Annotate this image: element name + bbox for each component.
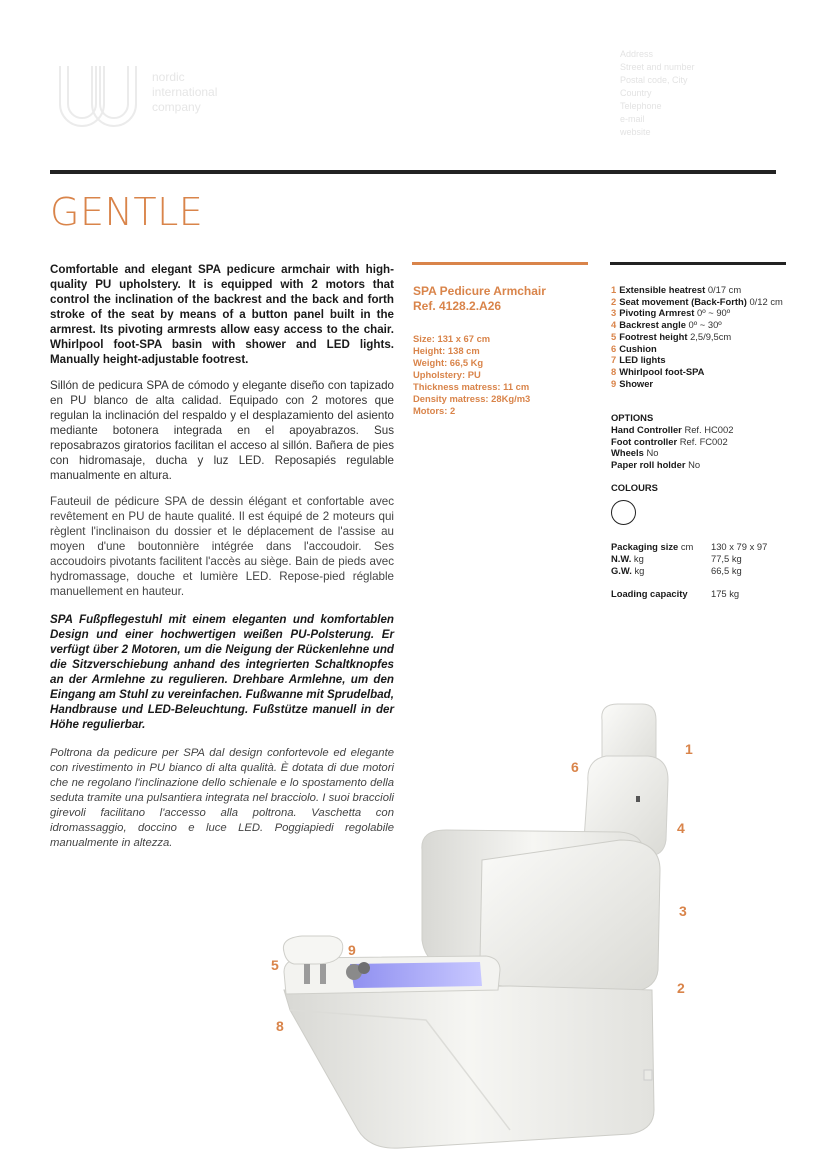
spec-size: Size: 131 x 67 cm xyxy=(413,333,491,344)
option-value: No xyxy=(646,447,659,459)
option-name: Paper roll holder xyxy=(611,459,686,471)
feature-name: Backrest angle xyxy=(619,319,686,331)
feature-number: 5 xyxy=(611,330,617,342)
description-spanish: Sillón de pedicura SPA de cómodo y elegante diseño con tapizado en PU blanco de alta calidad. Equipado con 2 motores que regulan la inclinación del respaldo y el desplazamiento del asiento mediante botonera integrada en el apoyabrazos. Sus reposabrazos giratorios facilitan el acceso al sillón. Bañera de pies con hidromasaje, ducha y luz LED. Reposapiés regulable manualmente en altura. xyxy=(50,379,394,482)
header-divider xyxy=(50,170,776,174)
feature-name: Pivoting Armrest xyxy=(619,307,695,319)
feature-number: 7 xyxy=(611,354,617,366)
option-item xyxy=(611,436,733,448)
description-french: Fauteuil de pédicure SPA de dessin élégant et confortable avec revêtement en PU de haute qualité. Il est équipé de 2 moteurs qui règlent l'inclinaison du dossier et le déplacement de l'assise au moyen d'une boutonnière intégrée dans l'accoudoir. Ses accoudoirs pivotants facilitent l'accès au siège. Bain de pieds avec hydromassage, douche et lumière LED. Repose-pied réglable manuellement en hauteur. xyxy=(50,495,394,598)
net-weight-label xyxy=(611,553,644,565)
feature-value: 0/17 cm xyxy=(707,284,742,295)
loading-name: Loading capacity xyxy=(611,588,688,599)
address-line: Address xyxy=(620,49,654,59)
brand-logo xyxy=(52,60,272,136)
feature-name: Footrest height xyxy=(619,330,688,342)
feature-name: Whirlpool foot-SPA xyxy=(619,365,705,377)
gross-weight-value: 66,5 kg xyxy=(711,565,742,576)
feature-name: Seat movement (Back-Forth) xyxy=(619,295,747,307)
net-weight-value: 77,5 kg xyxy=(711,553,742,564)
spec-upholstery: Upholstery: PU xyxy=(413,369,481,380)
option-name: Hand Controller xyxy=(611,424,682,435)
spec-weight: Weight: 66,5 Kg xyxy=(413,357,484,368)
callout-number: 9 xyxy=(348,942,356,958)
loading-capacity-label xyxy=(611,588,688,600)
feature-item xyxy=(611,378,783,390)
packaging-name: N.W. xyxy=(611,553,632,564)
feature-number: 1 xyxy=(611,284,617,295)
feature-value: 0º ~ 30º xyxy=(688,319,722,331)
feature-name: Shower xyxy=(619,377,654,389)
feature-item xyxy=(611,319,783,331)
feature-number: 3 xyxy=(611,307,617,319)
address-line: Telephone xyxy=(620,101,662,111)
description-italian: Poltrona da pedicure per SPA dal design confortevole ed elegante con rivestimento in PU bianco di alta qualità. È dotata di due motori che ne regolano l'inclinazione dello schienale e lo spostamento della seduta tramite una pulsantiera integrata nel bracciolo. I suoi braccioli girevoli facilitano l'accesso alla poltrona. Vaschetta con idromassaggio, doccino e luce LED. Poggiapiedi regolabile manualmente in altezza. xyxy=(50,747,394,849)
brand-line: nordic xyxy=(152,70,185,84)
feature-name: LED lights xyxy=(619,354,666,366)
address-line: Country xyxy=(620,88,652,98)
feature-number: 8 xyxy=(611,365,617,377)
brand-logo-mark xyxy=(52,60,142,136)
packaging-size-value: 130 x 79 x 97 xyxy=(711,541,768,552)
features-divider xyxy=(610,262,786,265)
address-line: website xyxy=(620,127,651,137)
spec-density: Density matress: 28Kg/m3 xyxy=(413,393,531,404)
feature-value: 2,5/9,5cm xyxy=(690,330,732,342)
packaging-unit: kg xyxy=(633,553,644,564)
brand-name xyxy=(152,70,217,115)
colour-swatch-white xyxy=(611,500,636,525)
option-value: No xyxy=(688,459,701,471)
spec-height: Height: 138 cm xyxy=(413,345,480,356)
gross-weight-label xyxy=(611,565,644,577)
feature-value: 0/12 cm xyxy=(749,295,783,307)
callout-number: 8 xyxy=(276,1018,284,1034)
callout-number: 3 xyxy=(679,903,687,919)
feature-item xyxy=(611,331,783,343)
feature-number: 6 xyxy=(611,342,617,354)
feature-item xyxy=(611,366,783,378)
feature-item xyxy=(611,284,783,296)
page-title: GENTLE xyxy=(50,190,204,234)
pedicure-chair-image xyxy=(250,690,750,1160)
address-line: e-mail xyxy=(620,114,645,124)
loading-capacity-value: 175 kg xyxy=(711,588,740,599)
feature-number: 4 xyxy=(611,319,617,331)
packaging-size-label xyxy=(611,541,693,553)
address-line: Street and number xyxy=(620,62,695,72)
product-divider xyxy=(412,262,588,265)
feature-item xyxy=(611,296,783,308)
feature-number: 2 xyxy=(611,295,617,307)
option-value: Ref. FC002 xyxy=(679,435,728,447)
option-value: Ref. HC002 xyxy=(684,424,734,435)
description-german: SPA Fußpflegestuhl mit einem eleganten und komfortablen Design und einer hochwertigen weißen PU-Polsterung. Er verfügt über 2 Motoren, um die Neigung der Rückenlehne und die Sitzverschiebung anhand des integrierten Schaltknopfes an der Armlehne zu regulieren. Drehbare Armlehne, um den Eingang am Stuhl zu vereinfachen. Fußwanne mit Sprudelbad, Handbrause und LED-Beleuchtung. Fußstütze manuell in der Höhe regulierbar. xyxy=(50,613,394,731)
packaging-name: Packaging size xyxy=(611,541,679,552)
options-list xyxy=(611,424,733,471)
company-address xyxy=(620,48,780,139)
product-specs xyxy=(413,333,530,417)
feature-name: Extensible heatrest xyxy=(619,284,706,295)
description-english: Comfortable and elegant SPA pedicure armchair with high-quality PU upholstery. It is equipped with 2 motors that control the inclination of the backrest and the back and forth stroke of the seat by means of a button panel built in the armrest. Its pivoting armrests allow easy access to the chair. Whirlpool foot-SPA basin with shower and LED lights. Manually height-adjustable footrest. xyxy=(50,263,394,366)
brand-line: company xyxy=(152,100,201,114)
colours-heading: COLOURS xyxy=(611,482,658,493)
callout-number: 6 xyxy=(571,759,579,775)
spec-motors: Motors: 2 xyxy=(413,405,456,416)
product-reference: Ref. 4128.2.A26 xyxy=(413,299,502,313)
options-heading: OPTIONS xyxy=(611,412,654,423)
brand-line: international xyxy=(152,85,218,99)
feature-item xyxy=(611,354,783,366)
feature-item xyxy=(611,343,783,355)
option-name: Foot controller xyxy=(611,435,678,447)
feature-name: Cushion xyxy=(619,342,657,354)
feature-value: 0º ~ 90º xyxy=(697,307,731,319)
packaging-name: G.W. xyxy=(611,565,632,576)
feature-number: 9 xyxy=(611,377,617,389)
spec-thickness: Thickness matress: 11 cm xyxy=(413,381,530,392)
option-item xyxy=(611,459,733,471)
callout-number: 1 xyxy=(685,741,693,757)
callout-number: 5 xyxy=(271,957,279,973)
callout-number: 4 xyxy=(677,820,685,836)
feature-item xyxy=(611,307,783,319)
option-name: Wheels xyxy=(611,447,644,459)
packaging-unit: cm xyxy=(680,541,694,552)
packaging-unit: kg xyxy=(634,565,645,576)
option-item xyxy=(611,424,733,436)
product-name: SPA Pedicure Armchair xyxy=(413,284,546,298)
address-line: Postal code, City xyxy=(620,75,688,85)
option-item xyxy=(611,447,733,459)
callout-number: 2 xyxy=(677,980,685,996)
feature-list xyxy=(611,284,783,389)
